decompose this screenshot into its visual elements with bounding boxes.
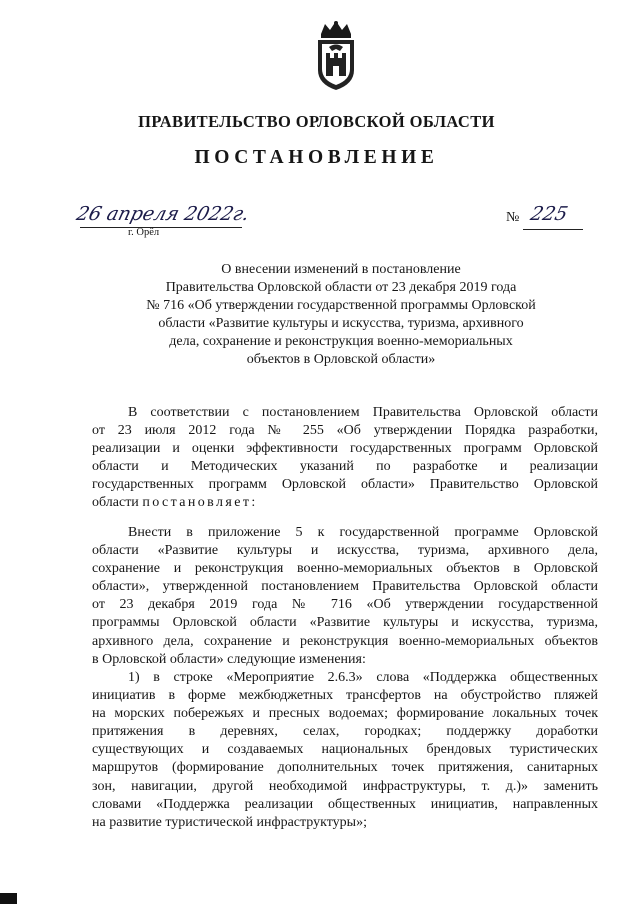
subject-line: № 716 «Об утверждении государственной программы Орловской — [146, 298, 536, 314]
coat-of-arms-emblem — [313, 20, 359, 92]
item-1-line: на морских побережьях и пресных водоемах; формирование локальных точек — [92, 706, 598, 722]
section-1-line: от 23 декабря 2019 года № 716 «Об утверждении государственной — [92, 597, 598, 613]
preamble-last-line — [92, 494, 598, 512]
scan-corner-mark — [0, 893, 17, 904]
item-1-paragraph — [92, 669, 598, 832]
section-1-line: области «Развитие культуры и искусства, туризма, архивного дела, — [92, 543, 598, 559]
subject-line: Правительства Орловской области от 23 декабря 2019 года — [165, 280, 517, 296]
item-1-line: зон, навигации, другой необходимой инфраструктуры, т. д.)» заменить — [92, 778, 598, 794]
preamble-line: В соответствии с постановлением Правительства Орловской области — [128, 405, 598, 420]
date-underline — [80, 227, 242, 228]
section-1-paragraph — [92, 524, 598, 669]
item-1-line: инициатив в форме межбюджетных трансфертов на обустройство пляжей — [92, 688, 598, 704]
section-1-line: в Орловской области» следующие изменения: — [92, 651, 366, 667]
section-1-line: сохранение и реконструкция военно-мемориальных объектов в Орловской — [92, 561, 598, 577]
preamble-last-prefix: области — [92, 495, 143, 511]
number-handwritten: 225 — [528, 203, 571, 225]
item-1-line: 1) в строке «Мероприятие 2.6.3» слова «Поддержка общественных — [128, 670, 598, 685]
section-1-line: Внести в приложение 5 к государственной программе Орловской — [128, 525, 598, 540]
date-handwritten: 26 апреля 2022г. — [74, 203, 252, 225]
government-name: ПРАВИТЕЛЬСТВО ОРЛОВСКОЙ ОБЛАСТИ — [138, 112, 495, 131]
preamble-line: области и Методических указаний по разработке и реализации — [92, 459, 598, 475]
subject-line: дела, сохранение и реконструкция военно-мемориальных — [169, 334, 513, 350]
item-1-line: маршрутов (формирование дополнительных точек притяжения, санитарных — [92, 760, 598, 776]
section-1-line: архивного дела, сохранение и реконструкция военно-мемориальных объектов — [92, 633, 598, 649]
city-label: г. Орёл — [128, 227, 160, 238]
section-1-line: области», утвержденной постановлением Правительства Орловской области — [92, 579, 598, 595]
preamble-line: реализации и оценки эффективности государственных программ Орловской — [92, 441, 598, 457]
number-label: № — [506, 210, 520, 225]
subject-line: О внесении изменений в постановление — [221, 262, 461, 277]
section-1-line: программы Орловской области «Развитие культуры и искусства, туризма, — [92, 615, 598, 631]
item-1-line: существующих и создаваемых национальных брендовых туристических — [92, 742, 598, 758]
preamble-line: от 23 июля 2012 года № 255 «Об утверждении Порядка разработки, — [92, 423, 598, 439]
item-1-line: словами «Поддержка реализации общественных инициатив, направленных — [92, 796, 598, 812]
item-1-line: на развитие туристической инфраструктуры»; — [92, 814, 367, 830]
subject-line: области «Развитие культуры и искусства, туризма, архивного — [158, 316, 524, 332]
preamble-line: государственных программ Орловской области» Правительство Орловской — [92, 477, 598, 493]
document-type: ПОСТАНОВЛЕНИЕ — [194, 147, 439, 168]
document-subject — [120, 261, 562, 370]
subject-line: объектов в Орловской области» — [246, 352, 436, 368]
preamble-paragraph — [92, 404, 598, 513]
resolves-word: постановляет: — [142, 495, 258, 511]
number-underline — [523, 229, 583, 230]
item-1-line: притяжения в деревнях, селах, городках; поддержку доработки — [92, 724, 598, 740]
